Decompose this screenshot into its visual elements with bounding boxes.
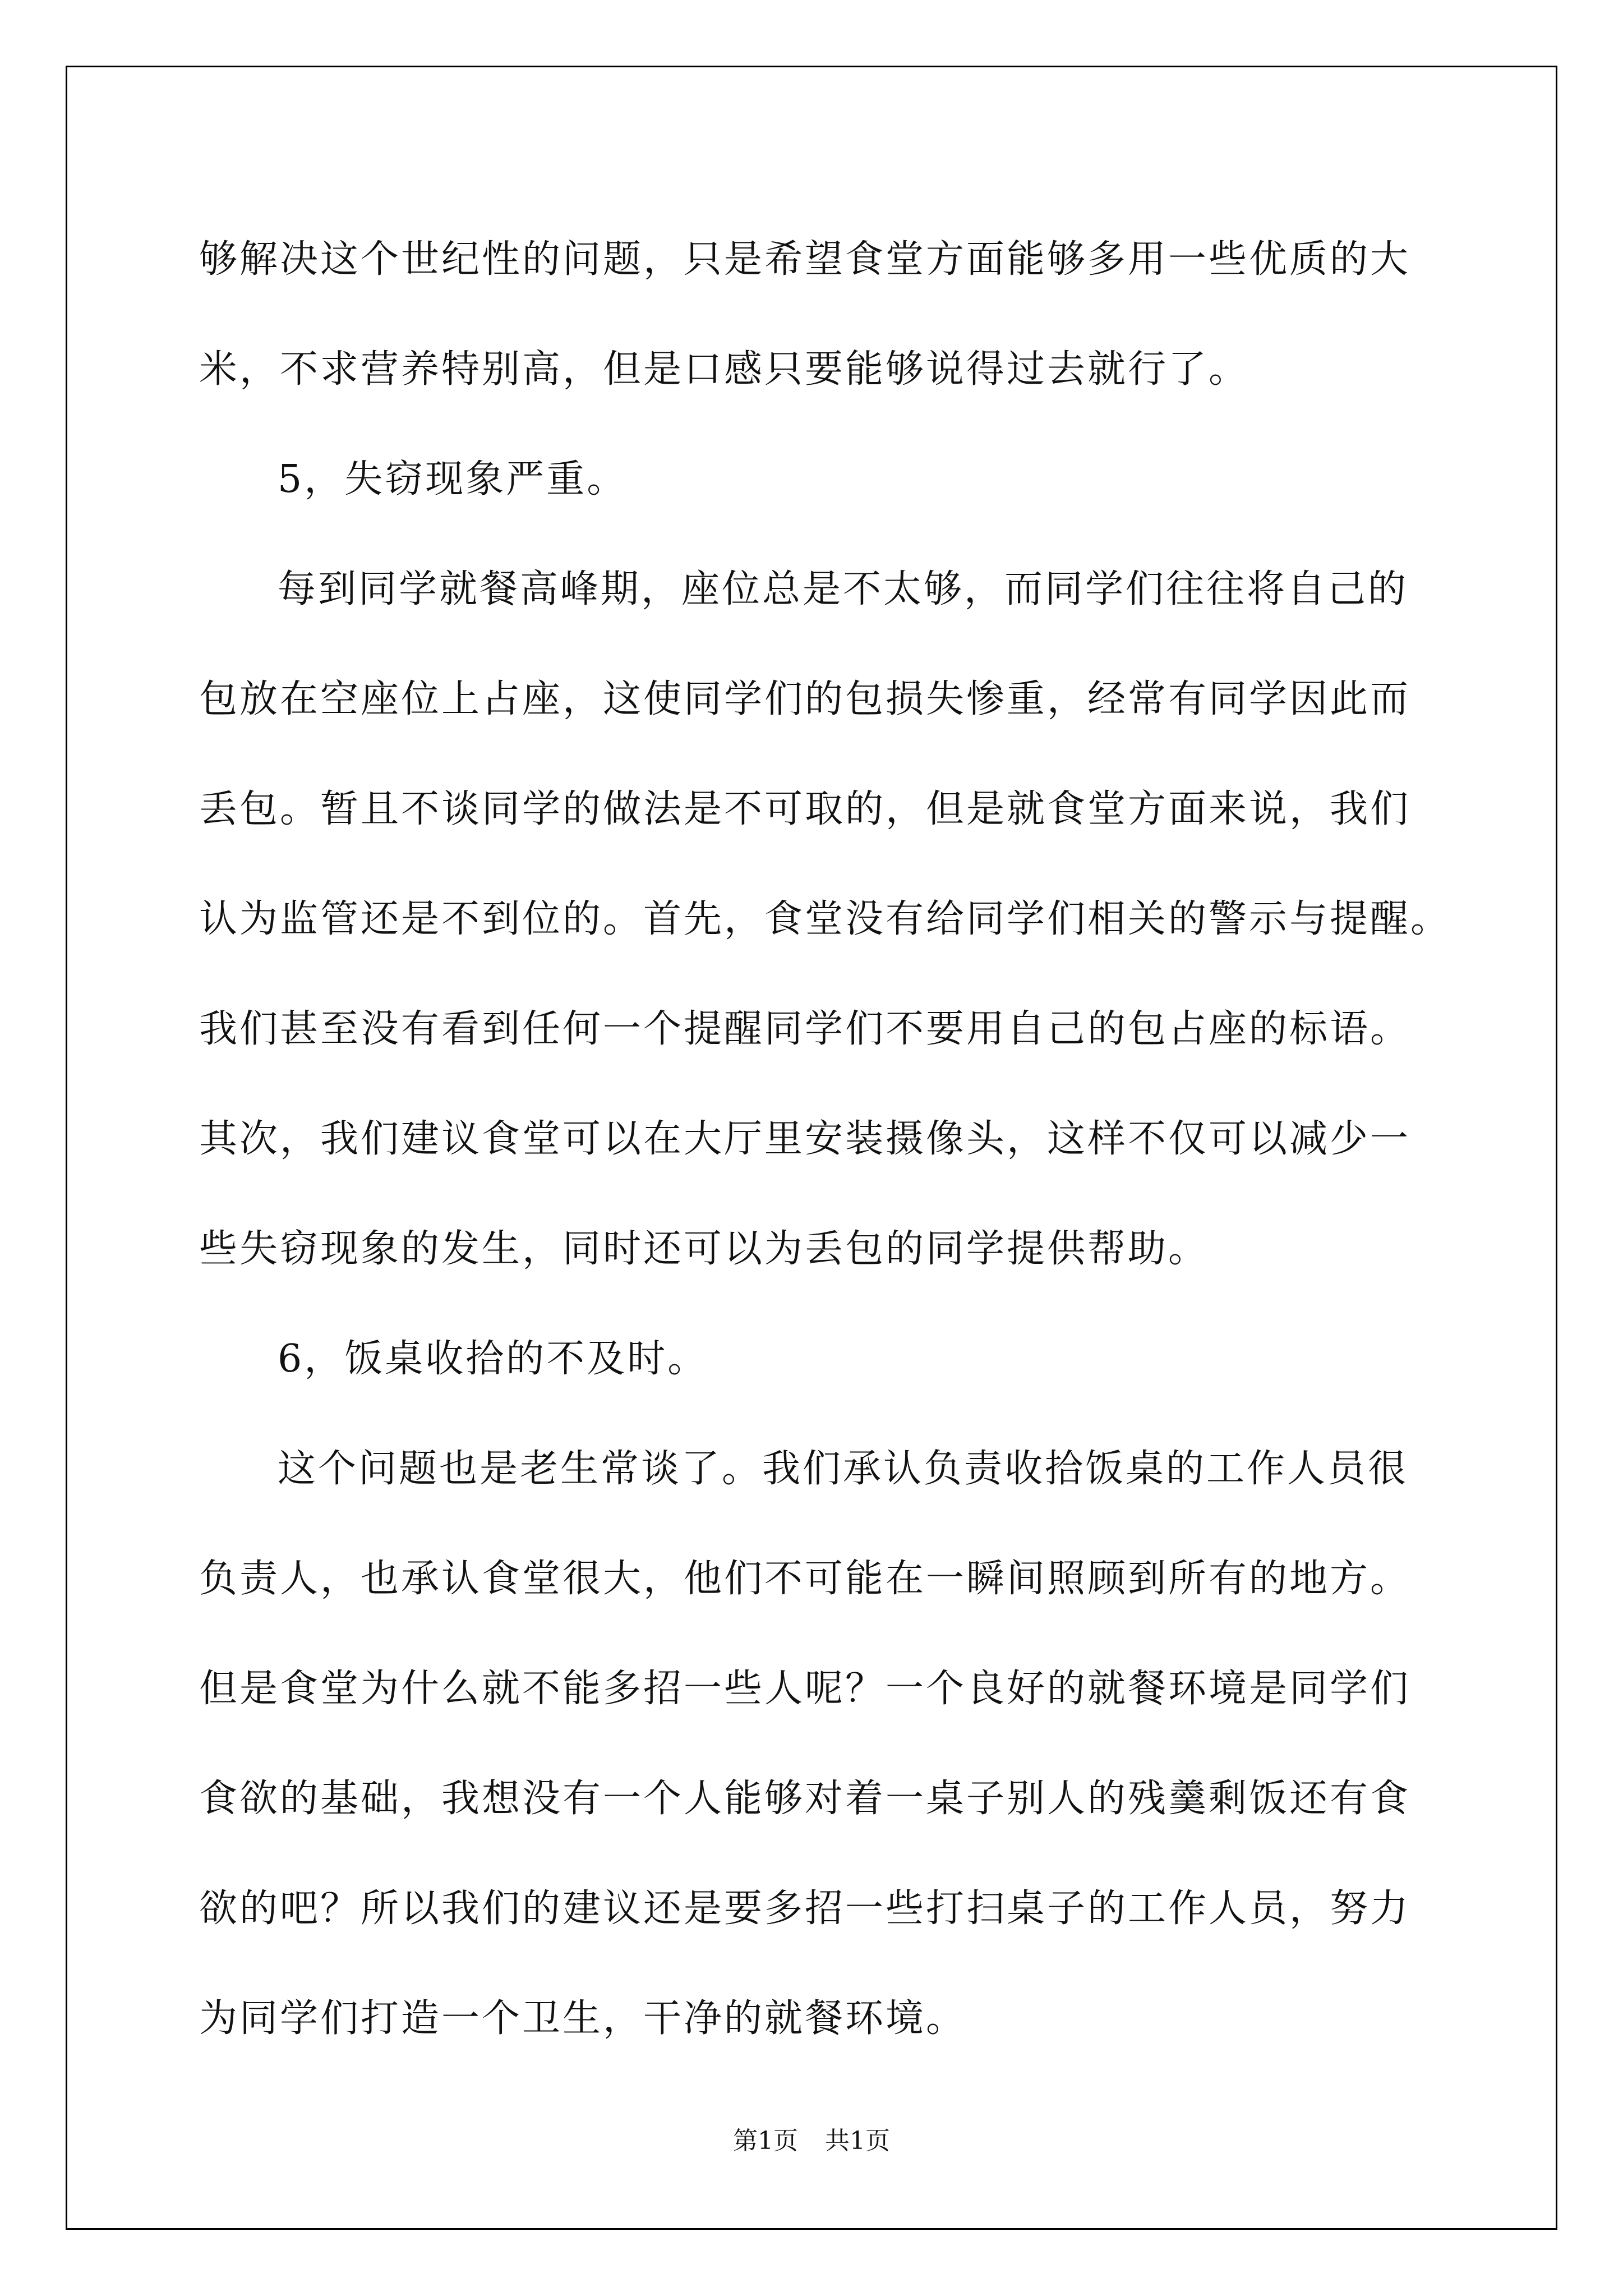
document-body	[199, 205, 1455, 2074]
text-line: 负责人，也承认食堂很大，他们不可能在一瞬间照顾到所有的地方。	[199, 1557, 1411, 1601]
text-line: 米，不求营养特别高，但是口感只要能够说得过去就行了。	[199, 347, 1249, 392]
text-line: 食欲的基础，我想没有一个人能够对着一桌子别人的残羹剩饭还有食	[199, 1777, 1411, 1821]
section-heading: 5，失窃现象严重。	[278, 457, 628, 501]
text-line: 我们甚至没有看到任何一个提醒同学们不要用自己的包占座的标语。	[199, 1007, 1411, 1051]
text-line: 为同学们打造一个卫生，干净的就餐环境。	[199, 1996, 967, 2041]
text-line: 些失窃现象的发生，同时还可以为丢包的同学提供帮助。	[199, 1227, 1209, 1271]
text-line: 够解决这个世纪性的问题，只是希望食堂方面能够多用一些优质的大	[199, 237, 1411, 282]
text-line: 其次，我们建议食堂可以在大厅里安装摄像头，这样不仅可以减少一	[199, 1117, 1411, 1161]
text-line: 每到同学就餐高峰期，座位总是不太够，而同学们往往将自己的	[278, 567, 1409, 611]
text-line: 这个问题也是老生常谈了。我们承认负责收拾饭桌的工作人员很	[278, 1447, 1409, 1491]
text-line: 丢包。暂且不谈同学的做法是不可取的，但是就食堂方面来说，我们	[199, 787, 1411, 831]
text-line: 认为监管还是不到位的。首先，食堂没有给同学们相关的警示与提醒。	[199, 897, 1451, 941]
section-heading: 6，饭桌收拾的不及时。	[278, 1337, 708, 1381]
text-line: 但是食堂为什么就不能多招一些人呢？一个良好的就餐环境是同学们	[199, 1667, 1411, 1711]
page-total: 共1页	[825, 2127, 890, 2155]
page-footer	[0, 2120, 1623, 2156]
text-line: 包放在空座位上占座，这使同学们的包损失惨重，经常有同学因此而	[199, 677, 1411, 721]
page-number: 第1页	[733, 2127, 798, 2155]
text-line: 欲的吧？所以我们的建议还是要多招一些打扫桌子的工作人员，努力	[199, 1887, 1411, 1931]
